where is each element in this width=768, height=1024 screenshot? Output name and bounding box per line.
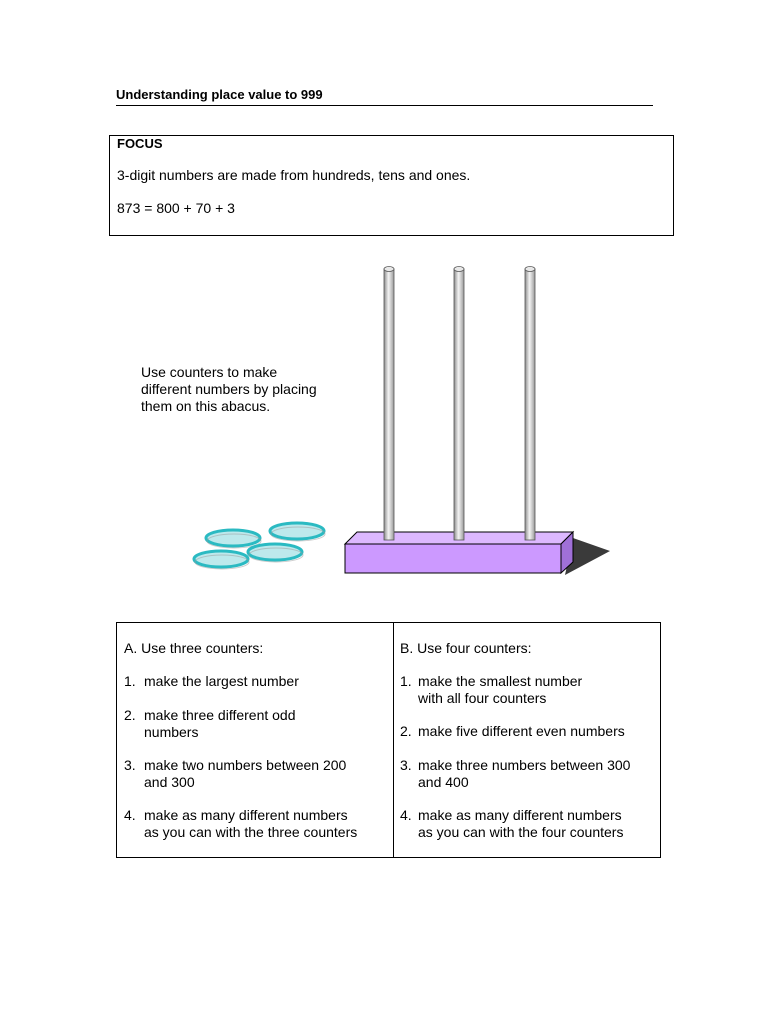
focus-statement: 3-digit numbers are made from hundreds, tens and ones.	[117, 167, 471, 183]
item-text: make five different even numbers	[418, 723, 625, 739]
item-text: make as many different numbers as you can with the four counters	[418, 807, 624, 840]
item-text: make three numbers between 300 and 400	[418, 757, 631, 790]
item-text: make three different odd numbers	[144, 707, 296, 740]
column-heading: B. Use four counters:	[400, 640, 532, 656]
abacus-rod	[454, 267, 464, 541]
item-number: 2.	[124, 707, 136, 723]
counter	[270, 523, 325, 541]
list-item	[400, 757, 630, 791]
item-number: 4.	[124, 807, 136, 823]
item-text: make the smallest number with all four counters	[418, 673, 583, 706]
item-number: 2.	[400, 723, 412, 739]
item-number: 3.	[400, 757, 412, 773]
column-divider	[393, 623, 394, 857]
item-number: 1.	[124, 673, 136, 689]
item-number: 3.	[124, 757, 136, 773]
counter	[248, 544, 303, 562]
counter	[206, 530, 261, 548]
list-item	[400, 673, 582, 707]
list-item	[400, 723, 625, 740]
abacus-base-front	[345, 544, 561, 573]
tasks-table	[116, 622, 661, 858]
abacus-rod	[384, 267, 394, 541]
focus-box	[109, 135, 674, 236]
focus-label: FOCUS	[117, 136, 163, 151]
list-item	[124, 673, 299, 690]
page-title: Understanding place value to 999	[116, 87, 653, 106]
abacus-illustration	[185, 255, 615, 585]
item-number: 4.	[400, 807, 412, 823]
item-number: 1.	[400, 673, 412, 689]
list-item	[124, 757, 346, 791]
abacus-rod	[525, 267, 535, 541]
item-text: make as many different numbers as you can with the three counters	[144, 807, 358, 840]
list-item	[400, 807, 623, 841]
abacus-instruction: Use counters to make different numbers by placing them on this abacus.	[141, 364, 317, 414]
counter	[194, 551, 249, 569]
focus-example: 873 = 800 + 70 + 3	[117, 200, 235, 216]
list-item	[124, 707, 296, 741]
column-heading: A. Use three counters:	[124, 640, 264, 656]
item-text: make the largest number	[144, 673, 299, 689]
item-text: make two numbers between 200 and 300	[144, 757, 347, 790]
list-item	[124, 807, 357, 841]
